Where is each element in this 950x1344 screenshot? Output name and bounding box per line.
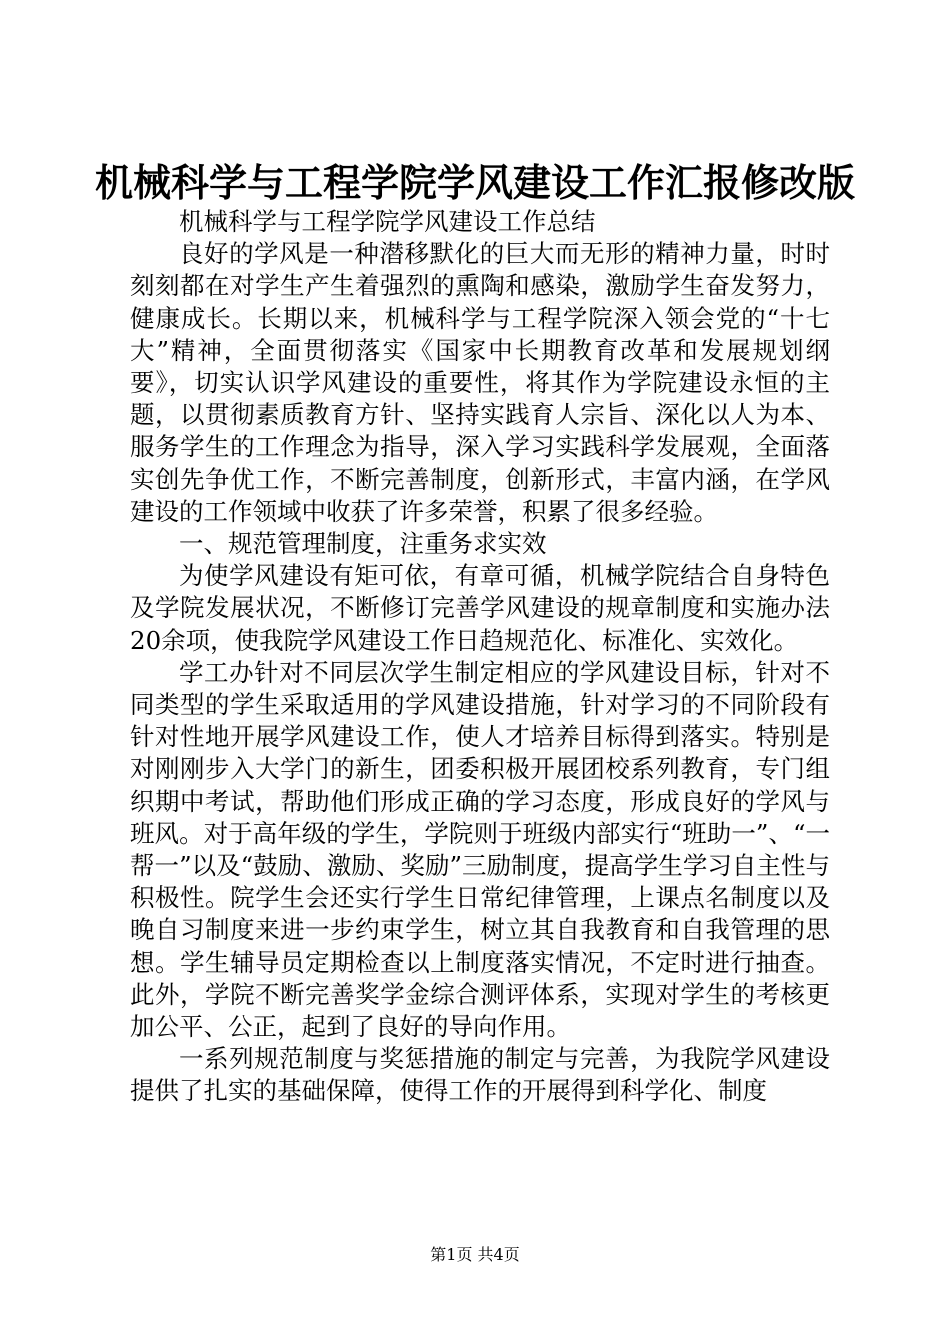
paragraph-measures: 学工办针对不同层次学生制定相应的学风建设目标，针对不同类型的学生采取适用的学风建设措施，针对学习的不同阶段有针对性地开展学风建设工作，使人才培养目标得到落实。特别是对刚刚步入大学门的新生，团委积极开展团校系列教育，专门组织期中考试，帮助他们形成正确的学习态度，形成良好的学风与班风。对于高年级的学生，学院则于班级内部实行“班助一”、“一帮一”以及“鼓励、激励、奖励”三励制度，提高学生学习自主性与积极性。院学生会还实行学生日常纪律管理，上课点名制度以及晚自习制度来进一步约束学生，树立其自我教育和自我管理的思想。学生辅导员定期检查以上制度落实情况，不定时进行抽查。此外，学院不断完善奖学金综合测评体系，实现对学生的考核更加公平、公正，起到了良好的导向作用。	[130, 657, 830, 1042]
paragraph-conclusion: 一系列规范制度与奖惩措施的制定与完善，为我院学风建设提供了扎实的基础保障，使得工作的开展得到科学化、制度	[130, 1044, 830, 1106]
page-footer: 第1页 共4页	[430, 1245, 520, 1264]
paragraph-subtitle: 机械科学与工程学院学风建设工作总结	[179, 207, 596, 236]
paragraph-intro: 良好的学风是一种潜移默化的巨大而无形的精神力量，时时刻刻都在对学生产生着强烈的熏陶和感染，激励学生奋发努力，健康成长。长期以来，机械科学与工程学院深入领会党的“十七大”精神，全面贯彻落实《国家中长期教育改革和发展规划纲要》，切实认识学风建设的重要性，将其作为学院建设永恒的主题，以贯彻素质教育方针、坚持实践育人宗旨、深化以人为本、服务学生的工作理念为指导，深入学习实践科学发展观，全面落实创先争优工作，不断完善制度，创新形式，丰富内涵，在学风建设的工作领域中收获了许多荣誉，积累了很多经验。	[130, 239, 830, 526]
paragraph-rules: 为使学风建设有矩可依，有章可循，机械学院结合自身特色及学院发展状况，不断修订完善学风建设的规章制度和实施办法20余项，使我院学风建设工作日趋规范化、标准化、实效化。	[130, 561, 830, 655]
document-title: 机械科学与工程学院学风建设工作汇报修改版	[94, 160, 855, 205]
section-heading: 一、规范管理制度，注重务求实效	[179, 529, 547, 559]
document-body	[130, 206, 830, 1108]
